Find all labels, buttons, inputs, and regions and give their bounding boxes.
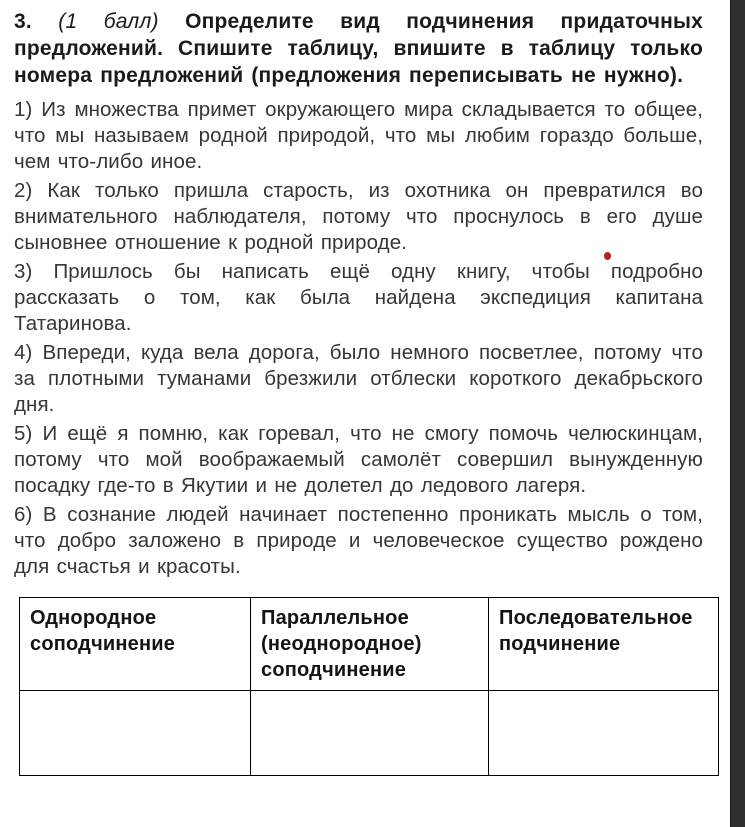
sentence-item-3: 3) Пришлось бы написать ещё одну книгу, чтобы подробно рассказать о том, как была найдена экспедиция капитана Татаринова. [14, 260, 703, 335]
column-header-homogeneous: Однородное соподчинение [20, 598, 251, 691]
sentence-item-2: 2) Как только пришла старость, из охотника он превратился во внимательного наблюдателя, потому что проснулось в его душе сыновнее отношение к родной природе. [14, 179, 703, 254]
sentence-item-6: 6) В сознание людей начинает постепенно проникать мысль о том, что добро заложено в природе и человеческое существо рождено для счастья и красоты. [14, 503, 703, 578]
column-header-sequential: Последовательное подчинение [489, 598, 719, 691]
table-header-row [20, 598, 719, 691]
task-points: (1 балл) [58, 10, 159, 33]
sentence-item-5: 5) И ещё я помню, как горевал, что не смогу помочь челюскинцам, потому что мой воображаемый самолёт совершил вынужденную посадку где-то в Якутии и не долетел до ледового лагеря. [14, 422, 703, 497]
column-header-parallel: Параллельное (неоднородное) соподчинение [251, 598, 489, 691]
task-instruction: Определите вид подчинения придаточных предложений. Спишите таблицу, впишите в таблицу только номера предложений (предложения переписывать не нужно). [14, 10, 703, 87]
sentence-item-1: 1) Из множества примет окружающего мира складывается то общее, что мы называем родной природой, что мы любим гораздо больше, чем что-либо иное. [14, 98, 703, 173]
sentence-item-4: 4) Впереди, куда вела дорога, было немного посветлее, потому что за плотными туманами брезжили отблески короткого декабрьского дня. [14, 341, 703, 416]
answer-cell-homogeneous[interactable] [20, 691, 251, 776]
classification-table [19, 597, 719, 776]
answer-cell-sequential[interactable] [489, 691, 719, 776]
scrollbar-track[interactable] [730, 0, 745, 827]
red-dot-marker [604, 252, 611, 260]
task-number: 3. [14, 10, 32, 33]
answer-cell-parallel[interactable] [251, 691, 489, 776]
table-answer-row [20, 691, 719, 776]
task-content [14, 8, 720, 776]
task-header [14, 8, 703, 89]
